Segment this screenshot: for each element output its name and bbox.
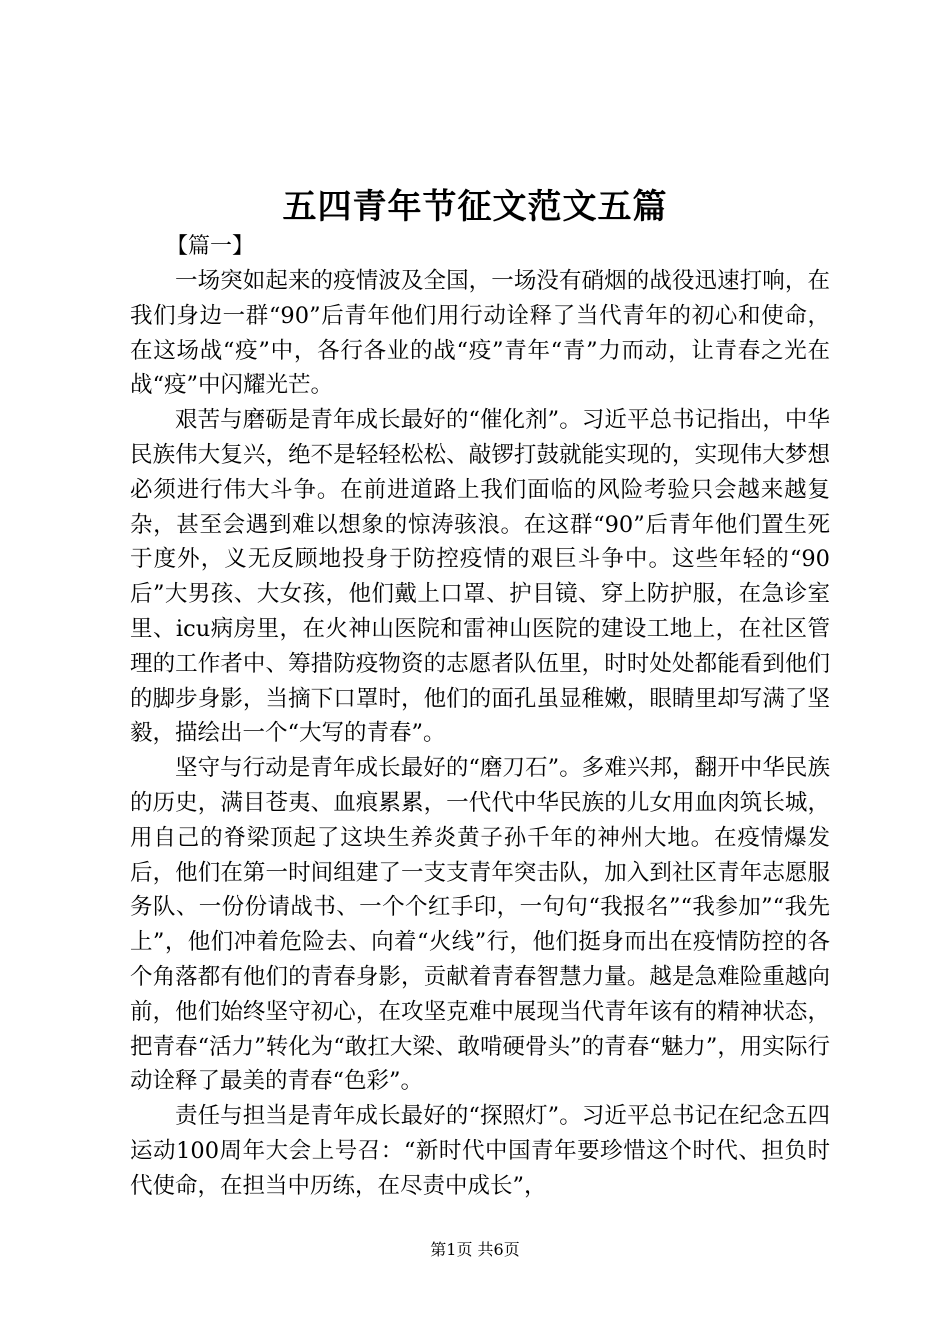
paragraph: 责任与担当是青年成长最好的“探照灯”。习近平总书记在纪念五四运动100周年大会上号召：“新时代中国青年要珍惜这个时代、担负时代使命，在担当中历练，在尽责中成长”， [130, 1103, 830, 1199]
page-title: 五四青年节征文范文五篇 [282, 187, 668, 227]
paragraph: 艰苦与磨砺是青年成长最好的“催化剂”。习近平总书记指出，中华民族伟大复兴，绝不是轻轻松松、敲锣打鼓就能实现的，实现伟大梦想必须进行伟大斗争。在前进道路上我们面临的风险考验只会越来越复杂，甚至会遇到难以想象的惊涛骇浪。在这群“90”后青年他们置生死于度外，义无反顾地投身于防控疫情的艰巨斗争中。这些年轻的“90后”大男孩、大女孩，他们戴上口罩、护目镜、穿上防护服，在急诊室里、icu病房里，在火神山医院和雷神山医院的建设工地上，在社区管理的工作者中、筹措防疫物资的志愿者队伍里，时时处处都能看到他们的脚步身影，当摘下口罩时，他们的面孔虽显稚嫩，眼睛里却写满了坚毅，描绘出一个“大写的青春”。 [130, 407, 830, 747]
page-footer: 第1页 共6页 [430, 1240, 520, 1259]
paragraph: 坚守与行动是青年成长最好的“磨刀石”。多难兴邦，翻开中华民族的历史，满目苍夷、血痕累累，一代代中华民族的儿女用血肉筑长城，用自己的脊梁顶起了这块生养炎黄子孙千年的神州大地。在疫情爆发后，他们在第一时间组建了一支支青年突击队，加入到社区青年志愿服务队、一份份请战书、一个个红手印，一句句“我报名”“我参加”“我先上”，他们冲着危险去、向着“火线”行，他们挺身而出在疫情防控的各个角落都有他们的青春身影，贡献着青春智慧力量。越是急难险重越向前，他们始终坚守初心，在攻坚克难中展现当代青年该有的精神状态，把青春“活力”转化为“敢扛大梁、敢啃硬骨头”的青春“魅力”，用实际行动诠释了最美的青春“色彩”。 [130, 755, 830, 1095]
section-label: 【篇一】 [166, 234, 255, 259]
paragraph: 一场突如起来的疫情波及全国，一场没有硝烟的战役迅速打响，在我们身边一群“90”后青年他们用行动诠释了当代青年的初心和使命，在这场战“疫”中，各行各业的战“疫”青年“青”力而动，让青春之光在战“疫”中闪耀光芒。 [130, 268, 830, 399]
document-body [130, 264, 830, 1204]
